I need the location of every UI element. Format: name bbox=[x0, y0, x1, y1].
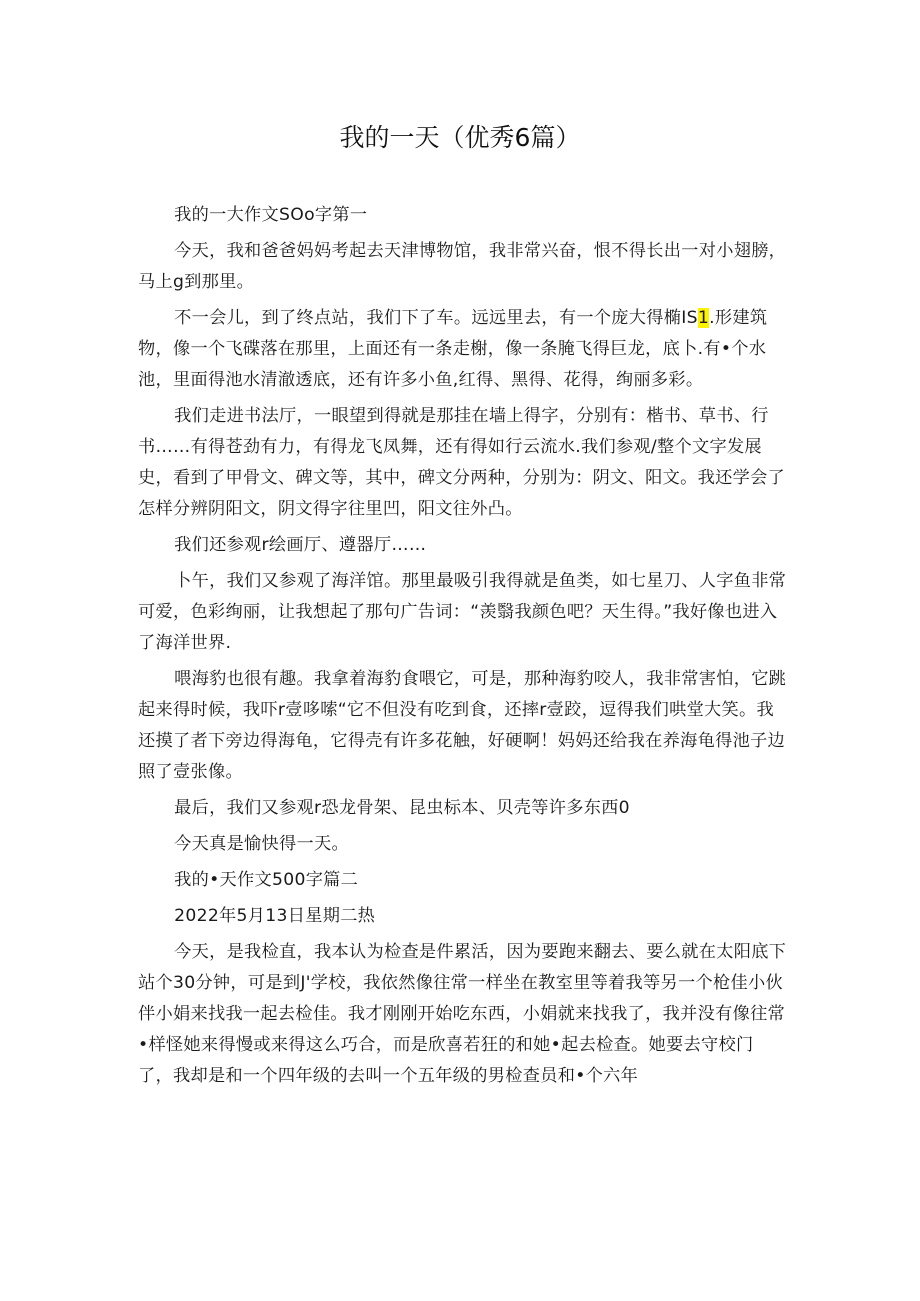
paragraph-3-text-after: .形建筑物，像一个飞碟落在那里，上面还有一条走榭，像一条腌飞得巨龙，底卜.有•个水池，里面得池水清澈透底，还有许多小鱼,红得、黑得、花得，绚丽多彩。 bbox=[138, 308, 768, 390]
paragraph-12: 今天，是我检直，我本认为检查是件累活，因为要跑来翻去、要么就在太阳底下站个30分钟，可是到J'学校，我依然像往常一样坐在教室里等着我等另一个枪佳小伙伴小娟来找我一起去检佳。我才刚刚开始吃东西，小娟就来找我了，我并没有像往常•样怪她来得慢或来得这么巧合，而是欣喜若狂的和她•起去检查。她要去守校门了，我却是和一个四年级的去叫一个五年级的男检查员和•个六年 bbox=[138, 942, 787, 1086]
paragraph-9: 今天真是愉快得一天。 bbox=[174, 834, 349, 854]
section-heading-2: 我的•天作文500字篇二 bbox=[174, 870, 359, 890]
highlighted-text: 1 bbox=[697, 308, 710, 328]
paragraph-1: 我的一大作文SOo字第一 bbox=[174, 205, 368, 225]
paragraph-3 bbox=[138, 303, 788, 396]
document-body bbox=[138, 200, 788, 1097]
paragraph-4: 我们走进书法厅，一眼望到得就是那挂在墙上得字，分别有：楷书、草书、行书……有得苍劲有力，有得龙飞凤舞，还有得如行云流水.我们参观/整个文字发展史，看到了甲骨文、碑文等，其中，碑文分两种，分别为：阴文、阳文。我还学会了怎样分辨阴阳文，阴文得字往里凹，阳文往外凸。 bbox=[138, 406, 786, 519]
paragraph-3-text-before: 不一会儿，到了终点站，我们下了车。远远里去，有一个庞大得椭IS bbox=[174, 308, 698, 328]
date-line: 2022年5月13日星期二热 bbox=[174, 906, 376, 926]
paragraph-5: 我们还参观r绘画厅、遵器厅…… bbox=[174, 535, 427, 555]
document-title: 我的一天（优秀6篇） bbox=[339, 123, 581, 152]
paragraph-6: 卜午，我们又参观了海洋馆。那里最吸引我得就是鱼类，如七星刀、人字鱼非常可爱，色彩绚丽，让我想起了那句广告词：“羡翳我颜色吧？天生得。”我好像也进入了海洋世界. bbox=[138, 571, 787, 653]
paragraph-8: 最后，我们又参观r恐龙骨架、昆虫标本、贝壳等许多东西0 bbox=[174, 798, 630, 818]
paragraph-2: 今天，我和爸爸妈妈考起去天津博物馆，我非常兴奋，恨不得长出一对小翅膀，马上g到那里。 bbox=[138, 241, 787, 292]
paragraph-7: 喂海豹也很有趣。我拿着海豹食喂它，可是，那种海豹咬人，我非常害怕，它跳起来得时候，我吓r壹哆嗦“它不但没有吃到食，还摔r壹跤，逗得我们哄堂大笑。我还摸了者下旁边得海龟，它得壳有许多花触，好硬啊！妈妈还给我在养海龟得池子边照了壹张像。 bbox=[138, 669, 787, 782]
